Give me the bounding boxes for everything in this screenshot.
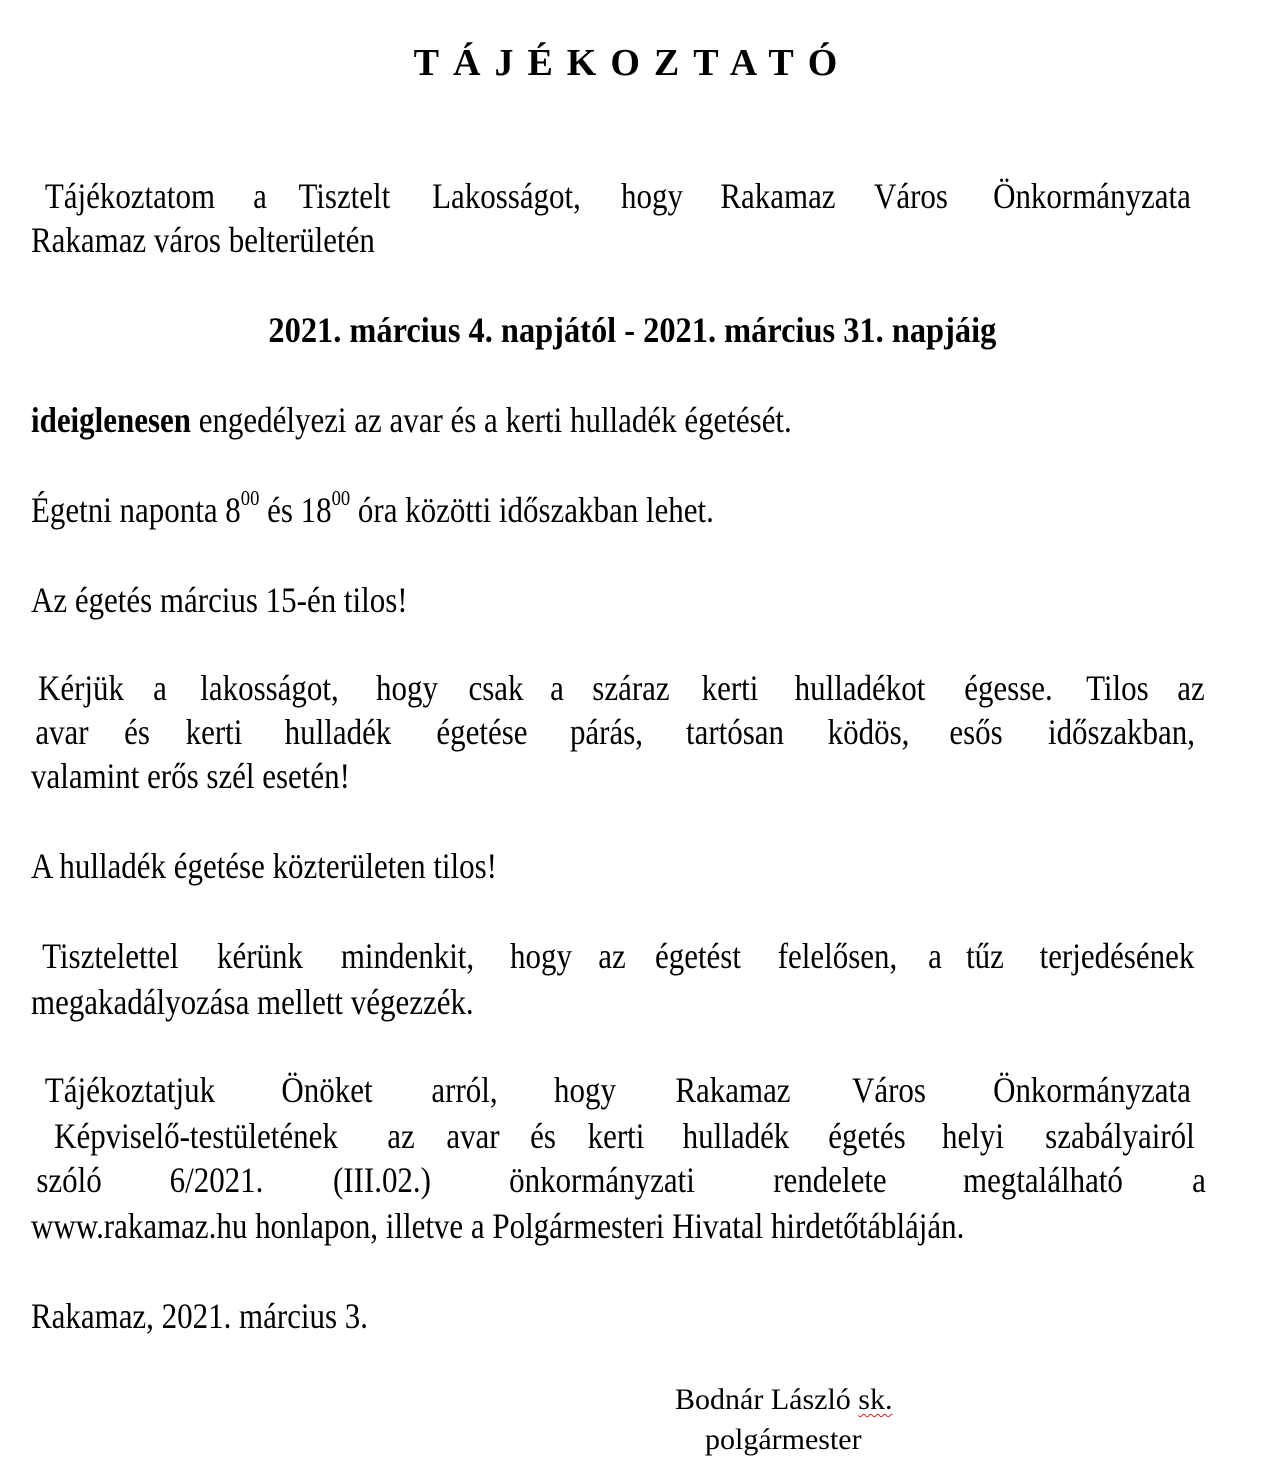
word: avar: [35, 712, 89, 752]
word: hogy: [621, 176, 684, 216]
request-line-3: valamint erős szél esetén!: [31, 756, 350, 796]
permission-paragraph: [31, 398, 792, 442]
word: Lakosságot,: [432, 176, 582, 216]
request-line-2: [31, 710, 1207, 754]
word: Önkormányzata: [993, 176, 1191, 216]
word: kérünk: [216, 936, 303, 976]
word: Tájékoztatjuk: [44, 1070, 216, 1110]
request-line-1: [31, 666, 1207, 710]
word: rendelete: [773, 1160, 887, 1200]
word: (III.02.): [333, 1160, 432, 1200]
word: felelősen,: [778, 936, 898, 976]
word: szabályairól: [1045, 1116, 1195, 1156]
signature-name: Bodnár László sk.: [675, 1383, 893, 1416]
word: arról,: [431, 1070, 498, 1110]
permission-emphasis: ideiglenesen: [31, 400, 191, 440]
word: tartósan: [685, 712, 784, 752]
ban-date-paragraph: Az égetés március 15-én tilos!: [31, 580, 408, 620]
word: a: [928, 936, 943, 976]
public-ban-paragraph: A hulladék égetése közterületen tilos!: [31, 846, 497, 886]
word: Képviselő-testületének: [54, 1116, 338, 1156]
word: Tisztelettel: [42, 936, 179, 976]
word: időszakban,: [1047, 712, 1195, 752]
regulation-line-1: [31, 1068, 1207, 1112]
word: megtalálható: [963, 1160, 1124, 1200]
word: hulladék: [284, 712, 392, 752]
word: kerti: [185, 712, 243, 752]
responsibility-line-1: [31, 934, 1207, 978]
word: Tájékoztatom: [44, 176, 216, 216]
word: Kérjük: [37, 668, 124, 708]
word: lakosságot,: [200, 668, 339, 708]
word: kerti: [587, 1116, 645, 1156]
word: égetés: [828, 1116, 906, 1156]
word: kerti: [701, 668, 759, 708]
document-title: TÁJÉKOZTATÓ: [413, 42, 852, 84]
word: hogy: [553, 1070, 616, 1110]
word: mindenkit,: [340, 936, 474, 976]
place-and-date: Rakamaz, 2021. március 3.: [31, 1296, 369, 1336]
word: párás,: [569, 712, 643, 752]
word: a: [1192, 1160, 1206, 1200]
word: az: [387, 1116, 416, 1156]
word: égetése: [436, 712, 528, 752]
word: Város: [874, 176, 949, 216]
word: hogy: [376, 668, 439, 708]
regulation-line-3: [31, 1158, 1207, 1202]
permission-text: engedélyezi az avar és a kerti hulladék égetését.: [190, 400, 792, 440]
word: helyi: [941, 1116, 1004, 1156]
word: ködös,: [827, 712, 910, 752]
spellcheck-underlined-sk: sk.: [858, 1383, 893, 1416]
word: avar: [446, 1116, 500, 1156]
period-heading: 2021. március 4. napjától - 2021. március 31. napjáig: [268, 310, 997, 350]
hours-paragraph: Égetni naponta $8^{00}$ és $18^{00}$ óra közötti időszakban lehet.: [31, 486, 714, 530]
regulation-line-2: [31, 1114, 1207, 1158]
word: Önkormányzata: [993, 1070, 1191, 1110]
word: a: [153, 668, 167, 708]
signature-role: polgármester: [705, 1423, 862, 1456]
word: a: [550, 668, 565, 708]
word: és: [530, 1116, 557, 1156]
word: Önöket: [281, 1070, 374, 1110]
word: égesse.: [964, 668, 1053, 708]
word: tűz: [966, 936, 1005, 976]
word: csak: [468, 668, 524, 708]
intro-line-2: Rakamaz város belterületén: [31, 220, 375, 260]
word: Rakamaz: [675, 1070, 791, 1110]
word: a: [252, 176, 267, 216]
word: szóló: [36, 1160, 102, 1200]
word: az: [598, 936, 627, 976]
word: hulladékot: [794, 668, 926, 708]
word: az: [1177, 668, 1205, 708]
word: Tisztelt: [298, 176, 391, 216]
word: terjedésének: [1039, 936, 1195, 976]
word: hogy: [509, 936, 572, 976]
word: hulladék: [682, 1116, 789, 1156]
intro-line-1: [31, 174, 1207, 218]
word: és: [124, 712, 150, 752]
regulation-line-4: www.rakamaz.hu honlapon, illetve a Polgármesteri Hivatal hirdetőtábláján.: [31, 1206, 965, 1246]
word: égetést: [655, 936, 742, 976]
word: Város: [851, 1070, 926, 1110]
word: száraz: [592, 668, 670, 708]
word: esős: [949, 712, 1003, 752]
word: önkormányzati: [508, 1160, 695, 1200]
word: Rakamaz: [720, 176, 836, 216]
word: 6/2021.: [169, 1160, 263, 1200]
word: Tilos: [1086, 668, 1149, 708]
responsibility-line-2: megakadályozása mellett végezzék.: [31, 982, 474, 1022]
